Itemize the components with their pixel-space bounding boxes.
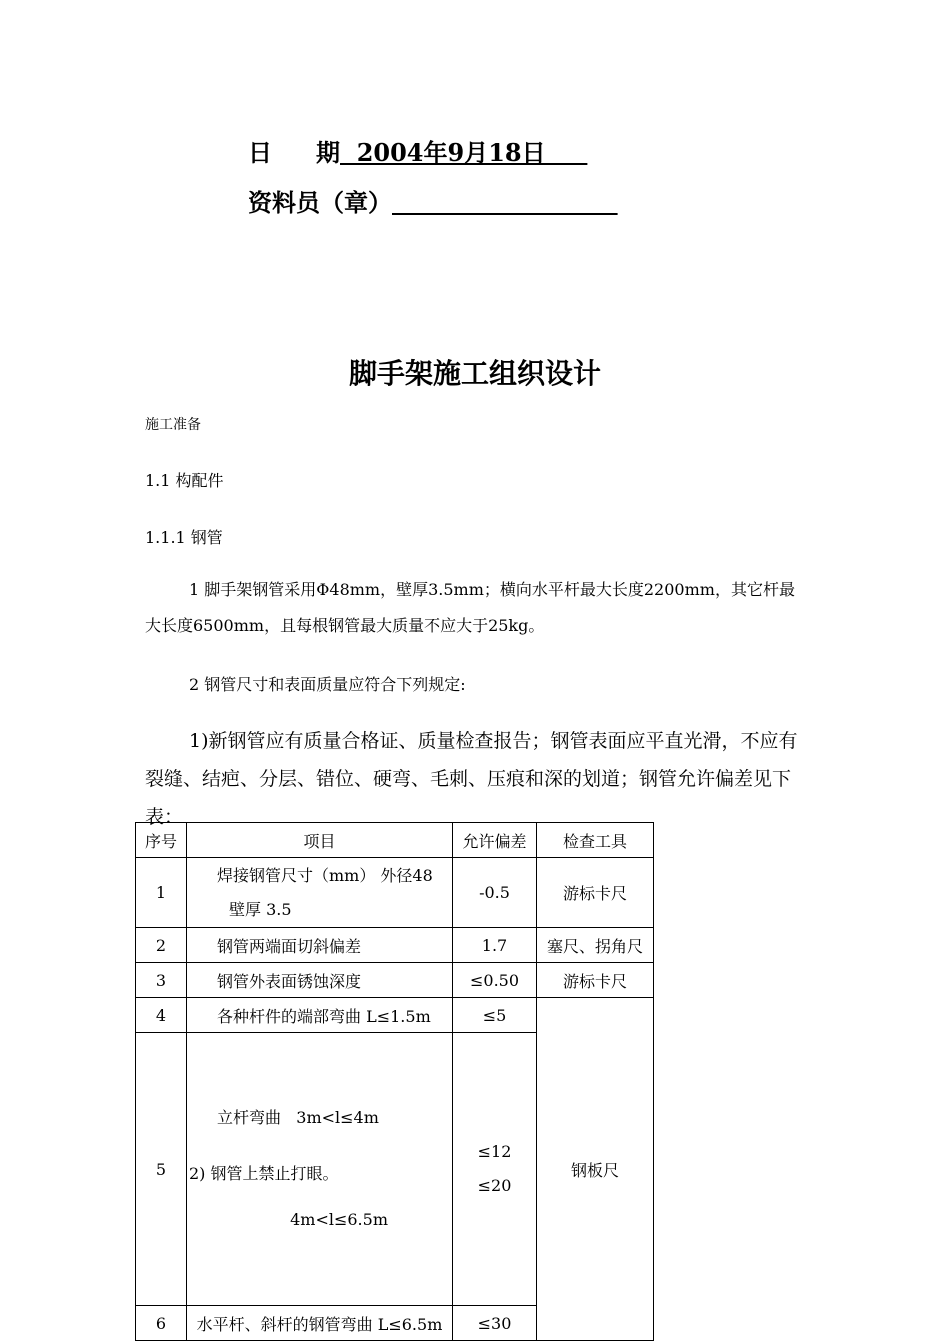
tool-cell: 游标卡尺 — [537, 858, 654, 928]
row-number: 6 — [136, 1306, 187, 1341]
table-row — [136, 858, 654, 928]
tolerance-cell: ≤0.50 — [453, 963, 537, 998]
subsection-heading-1: 1.1 构配件 — [145, 471, 224, 490]
item-text-line-2: 4m<l≤6.5m — [290, 1210, 388, 1229]
item-cell: 钢管两端面切斜偏差 — [187, 928, 453, 963]
tolerance-cell: ≤5 — [453, 998, 537, 1033]
row-number: 3 — [136, 963, 187, 998]
tolerance-table — [135, 822, 654, 1341]
header-cell: 序号 — [136, 823, 187, 858]
tool-cell: 塞尺、拐角尺 — [537, 928, 654, 963]
item-cell: 水平杆、斜杆的钢管弯曲 L≤6.5m — [187, 1306, 453, 1341]
tool-cell: 钢板尺 — [537, 998, 654, 1341]
section-heading: 施工准备 — [145, 417, 201, 433]
header-cell: 允许偏差 — [453, 823, 537, 858]
date-label-char-2: 期 — [316, 138, 340, 167]
tolerance-cell: ≤30 — [453, 1306, 537, 1341]
tolerance-value: ≤12 — [477, 1142, 512, 1161]
document-title: 脚手架施工组织设计 — [348, 357, 601, 390]
clerk-line — [248, 183, 618, 218]
header-cell: 项目 — [187, 823, 453, 858]
clerk-label: 资料员（章） — [248, 188, 392, 217]
date-label-char-1: 日 — [248, 138, 272, 167]
item-text: 焊接钢管尺寸（mm） 外径48 — [217, 865, 433, 885]
tolerance-cell: -0.5 — [453, 858, 537, 928]
date-line — [248, 133, 587, 168]
paragraph-1: 1 脚手架钢管采用Φ48mm，壁厚3.5mm；横向水平杆最大长度2200mm，其它杆最大长度6500mm，且每根钢管最大质量不应大于25kg。 — [145, 580, 795, 635]
subsection-heading-2: 1.1.1 钢管 — [145, 528, 223, 547]
row-number: 1 — [136, 858, 187, 928]
row-number: 4 — [136, 998, 187, 1033]
item-cell: 各种杆件的端部弯曲 L≤1.5m — [187, 998, 453, 1033]
item-cell: 钢管外表面锈蚀深度 — [187, 963, 453, 998]
table-header-row — [136, 823, 654, 858]
paragraph-2: 2 钢管尺寸和表面质量应符合下列规定: — [189, 675, 466, 694]
paragraph-4: 2) 钢管上禁止打眼。 — [189, 1164, 339, 1183]
item-cell — [187, 858, 453, 928]
row-number: 5 — [136, 1033, 187, 1306]
tool-cell: 游标卡尺 — [537, 963, 654, 998]
tolerance-cell: 1.7 — [453, 928, 537, 963]
paragraph-3: 1)新钢管应有质量合格证、质量检查报告；钢管表面应平直光滑，不应有裂缝、结疤、分层、错位、硬弯、毛刺、压痕和深的划道；钢管允许偏差见下表： — [145, 730, 798, 828]
item-text-line-2: 壁厚 3.5 — [229, 899, 292, 919]
item-text: 立杆弯曲 3m<l≤4m — [217, 1108, 379, 1127]
clerk-signature-blank — [392, 188, 618, 217]
table-row — [136, 963, 654, 998]
row-number: 2 — [136, 928, 187, 963]
tolerance-value-2: ≤20 — [477, 1176, 512, 1195]
date-value: 2004年9月18日 — [340, 138, 588, 167]
table-row — [136, 928, 654, 963]
header-cell: 检查工具 — [537, 823, 654, 858]
table-row — [136, 998, 654, 1033]
